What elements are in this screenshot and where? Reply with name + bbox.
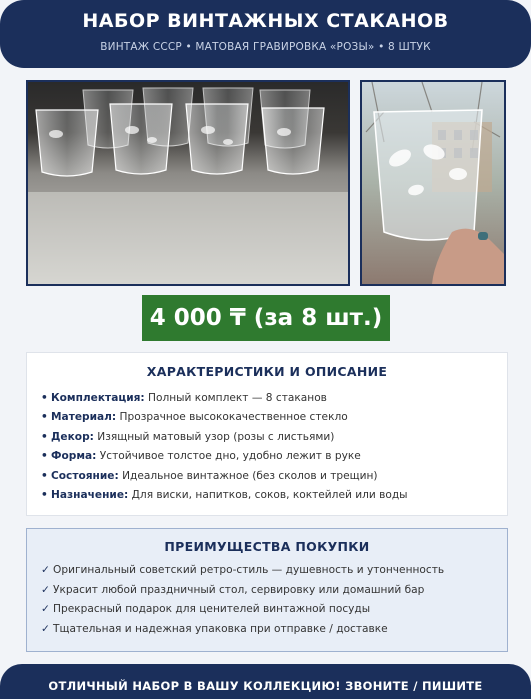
spec-value: Прозрачное высококачественное стекло xyxy=(119,411,348,424)
specs-card xyxy=(26,352,508,516)
bullet-icon: • xyxy=(41,430,48,443)
bullet-icon: • xyxy=(41,392,48,404)
advantage-text: Прекрасный подарок для ценителей винтажной посуды xyxy=(53,603,371,616)
spec-value: Изящный матовый узор (розы с листьями) xyxy=(97,430,335,443)
bullet-icon: • xyxy=(41,469,48,482)
detail-product-photo[interactable] xyxy=(360,80,506,286)
list-item xyxy=(41,486,501,505)
bullet-icon: • xyxy=(41,411,48,424)
glasses-set-photo-icon xyxy=(28,82,348,284)
advantage-text: Оригинальный советский ретро-стиль — душевность и утонченность xyxy=(53,564,445,576)
footer-call-to-action: ОТЛИЧНЫЙ НАБОР В ВАШУ КОЛЛЕКЦИЮ! ЗВОНИТЕ / ПИШИТЕ xyxy=(48,679,483,693)
spec-key: Декор: xyxy=(51,430,94,443)
bullet-icon: • xyxy=(41,488,48,501)
price-badge: 4 000 ₸ (за 8 шт.) xyxy=(142,295,390,341)
spec-key: Состояние: xyxy=(51,469,119,482)
spec-key: Назначение: xyxy=(51,488,129,501)
list-item xyxy=(41,600,501,620)
bullet-icon: • xyxy=(41,450,48,463)
spec-key: Материал: xyxy=(51,411,117,424)
checkmark-icon: ✓ xyxy=(41,603,50,616)
list-item xyxy=(41,447,501,466)
list-item xyxy=(41,408,501,427)
footer-banner xyxy=(0,664,531,699)
advantage-text: Украсит любой праздничный стол, сервировку или домашний бар xyxy=(53,583,425,596)
spec-key: Форма: xyxy=(51,450,97,463)
list-item xyxy=(41,467,501,486)
header-banner xyxy=(0,0,531,68)
page-subtitle: ВИНТАЖ СССР • МАТОВАЯ ГРАВИРОВКА «РОЗЫ» • 8 ШТУК xyxy=(100,41,431,53)
list-item xyxy=(41,561,501,581)
spec-value: Для виски, напитков, соков, коктейлей или воды xyxy=(131,488,408,501)
list-item xyxy=(41,389,501,408)
page-title: НАБОР ВИНТАЖНЫХ СТАКАНОВ xyxy=(82,10,449,32)
list-item xyxy=(41,428,501,447)
glass-in-hand-photo-icon xyxy=(362,82,504,284)
spec-value: Идеальное винтажное (без сколов и трещин) xyxy=(122,469,378,482)
checkmark-icon: ✓ xyxy=(41,622,50,635)
checkmark-icon: ✓ xyxy=(41,583,50,596)
specs-list xyxy=(41,389,501,505)
spec-value: Устойчивое толстое дно, удобно лежит в руке xyxy=(99,450,361,463)
main-product-photo[interactable] xyxy=(26,80,350,286)
list-item xyxy=(41,581,501,601)
checkmark-icon: ✓ xyxy=(41,564,50,576)
spec-key: Комплектация: xyxy=(51,392,145,404)
specs-title: ХАРАКТЕРИСТИКИ И ОПИСАНИЕ xyxy=(146,364,388,379)
advantage-text: Тщательная и надежная упаковка при отправке / доставке xyxy=(53,622,388,635)
list-item xyxy=(41,620,501,640)
advantages-card xyxy=(26,528,508,652)
advantages-list xyxy=(41,561,501,639)
spec-value: Полный комплект — 8 стаканов xyxy=(148,392,327,404)
advantages-title: ПРЕИМУЩЕСТВА ПОКУПКИ xyxy=(164,539,370,554)
